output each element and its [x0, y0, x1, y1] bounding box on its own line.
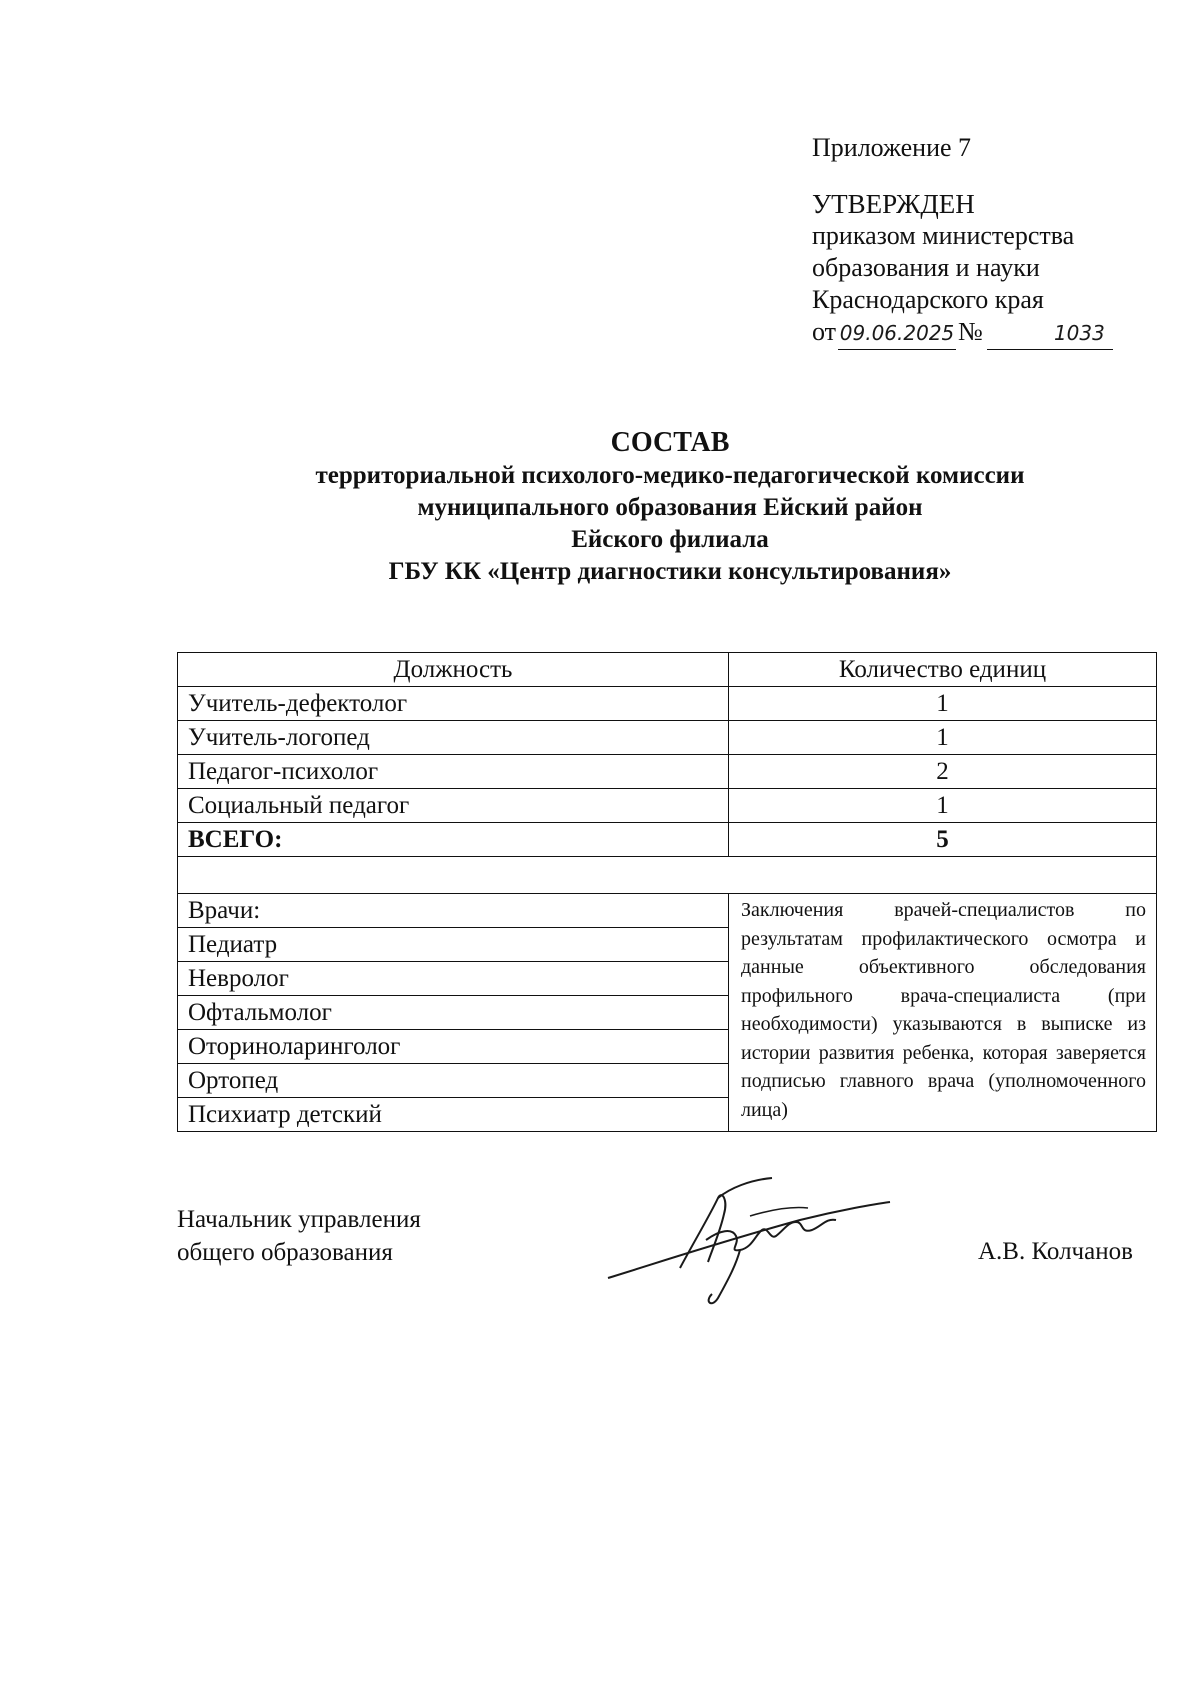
- doctor-cell: Врачи:: [178, 894, 729, 928]
- signatory-name: А.В. Колчанов: [978, 1238, 1133, 1265]
- header-position: Должность: [178, 653, 729, 687]
- spacer-row: [178, 857, 1157, 894]
- signatory-title: [177, 1203, 421, 1269]
- heading-line-1: территориальной психолого-медико-педагогической комиссии: [315, 462, 1025, 489]
- total-row: [178, 823, 1157, 857]
- total-label: ВСЕГО:: [178, 823, 729, 857]
- page-title: СОСТАВ: [610, 427, 730, 458]
- order-number-label: №: [958, 317, 983, 346]
- approval-line-2: образования и науки: [812, 253, 1040, 282]
- table-row: [178, 755, 1157, 789]
- table-row: [178, 721, 1157, 755]
- order-line: [812, 316, 1172, 350]
- doctor-cell: Психиатр детский: [178, 1098, 729, 1132]
- count-cell: 1: [729, 789, 1157, 823]
- heading-line-3: Ейского филиала: [571, 526, 769, 553]
- doctor-cell: Оториноларинголог: [178, 1030, 729, 1064]
- spacer-cell: [178, 857, 1157, 894]
- order-date: 09.06.2025: [838, 317, 956, 350]
- order-number: 1033: [987, 317, 1113, 350]
- heading-line-2: муниципального образования Ейский район: [417, 494, 923, 521]
- doctor-cell: Ортопед: [178, 1064, 729, 1098]
- count-cell: 2: [729, 755, 1157, 789]
- table-row: [178, 789, 1157, 823]
- table-header-row: [178, 653, 1157, 687]
- appendix-label: Приложение 7: [812, 133, 972, 162]
- approval-block: [812, 132, 1172, 350]
- order-prefix: от: [812, 317, 837, 346]
- approval-line-3: Краснодарского края: [812, 285, 1044, 314]
- table-row: [178, 687, 1157, 721]
- total-count: 5: [729, 823, 1157, 857]
- position-cell: Учитель-дефектолог: [178, 687, 729, 721]
- handwritten-signature: [600, 1170, 920, 1310]
- document-heading: [170, 426, 1170, 588]
- doctor-cell: Педиатр: [178, 928, 729, 962]
- doctor-cell: Офтальмолог: [178, 996, 729, 1030]
- signatory-title-line-2: общего образования: [177, 1239, 393, 1266]
- doctor-row: [178, 894, 1157, 928]
- position-cell: Педагог-психолог: [178, 755, 729, 789]
- header-count: Количество единиц: [729, 653, 1157, 687]
- staff-table: [177, 652, 1157, 1132]
- heading-line-4: ГБУ КК «Центр диагностики консультирования»: [388, 558, 952, 585]
- approval-line-1: приказом министерства: [812, 221, 1075, 250]
- doctor-cell: Невролог: [178, 962, 729, 996]
- position-cell: Учитель-логопед: [178, 721, 729, 755]
- doctors-note: Заключения врачей-специалистов по результатам профилактического осмотра и данные объективного обследования профильного врача-специалиста (при необходимости) указываются в выписке из истории развития ребенка, которая заверяется подписью главного врача (уполномоченного лица): [729, 894, 1157, 1132]
- signatory-title-line-1: Начальник управления: [177, 1206, 421, 1233]
- count-cell: 1: [729, 721, 1157, 755]
- position-cell: Социальный педагог: [178, 789, 729, 823]
- count-cell: 1: [729, 687, 1157, 721]
- approved-label: УТВЕРЖДЕН: [812, 189, 975, 219]
